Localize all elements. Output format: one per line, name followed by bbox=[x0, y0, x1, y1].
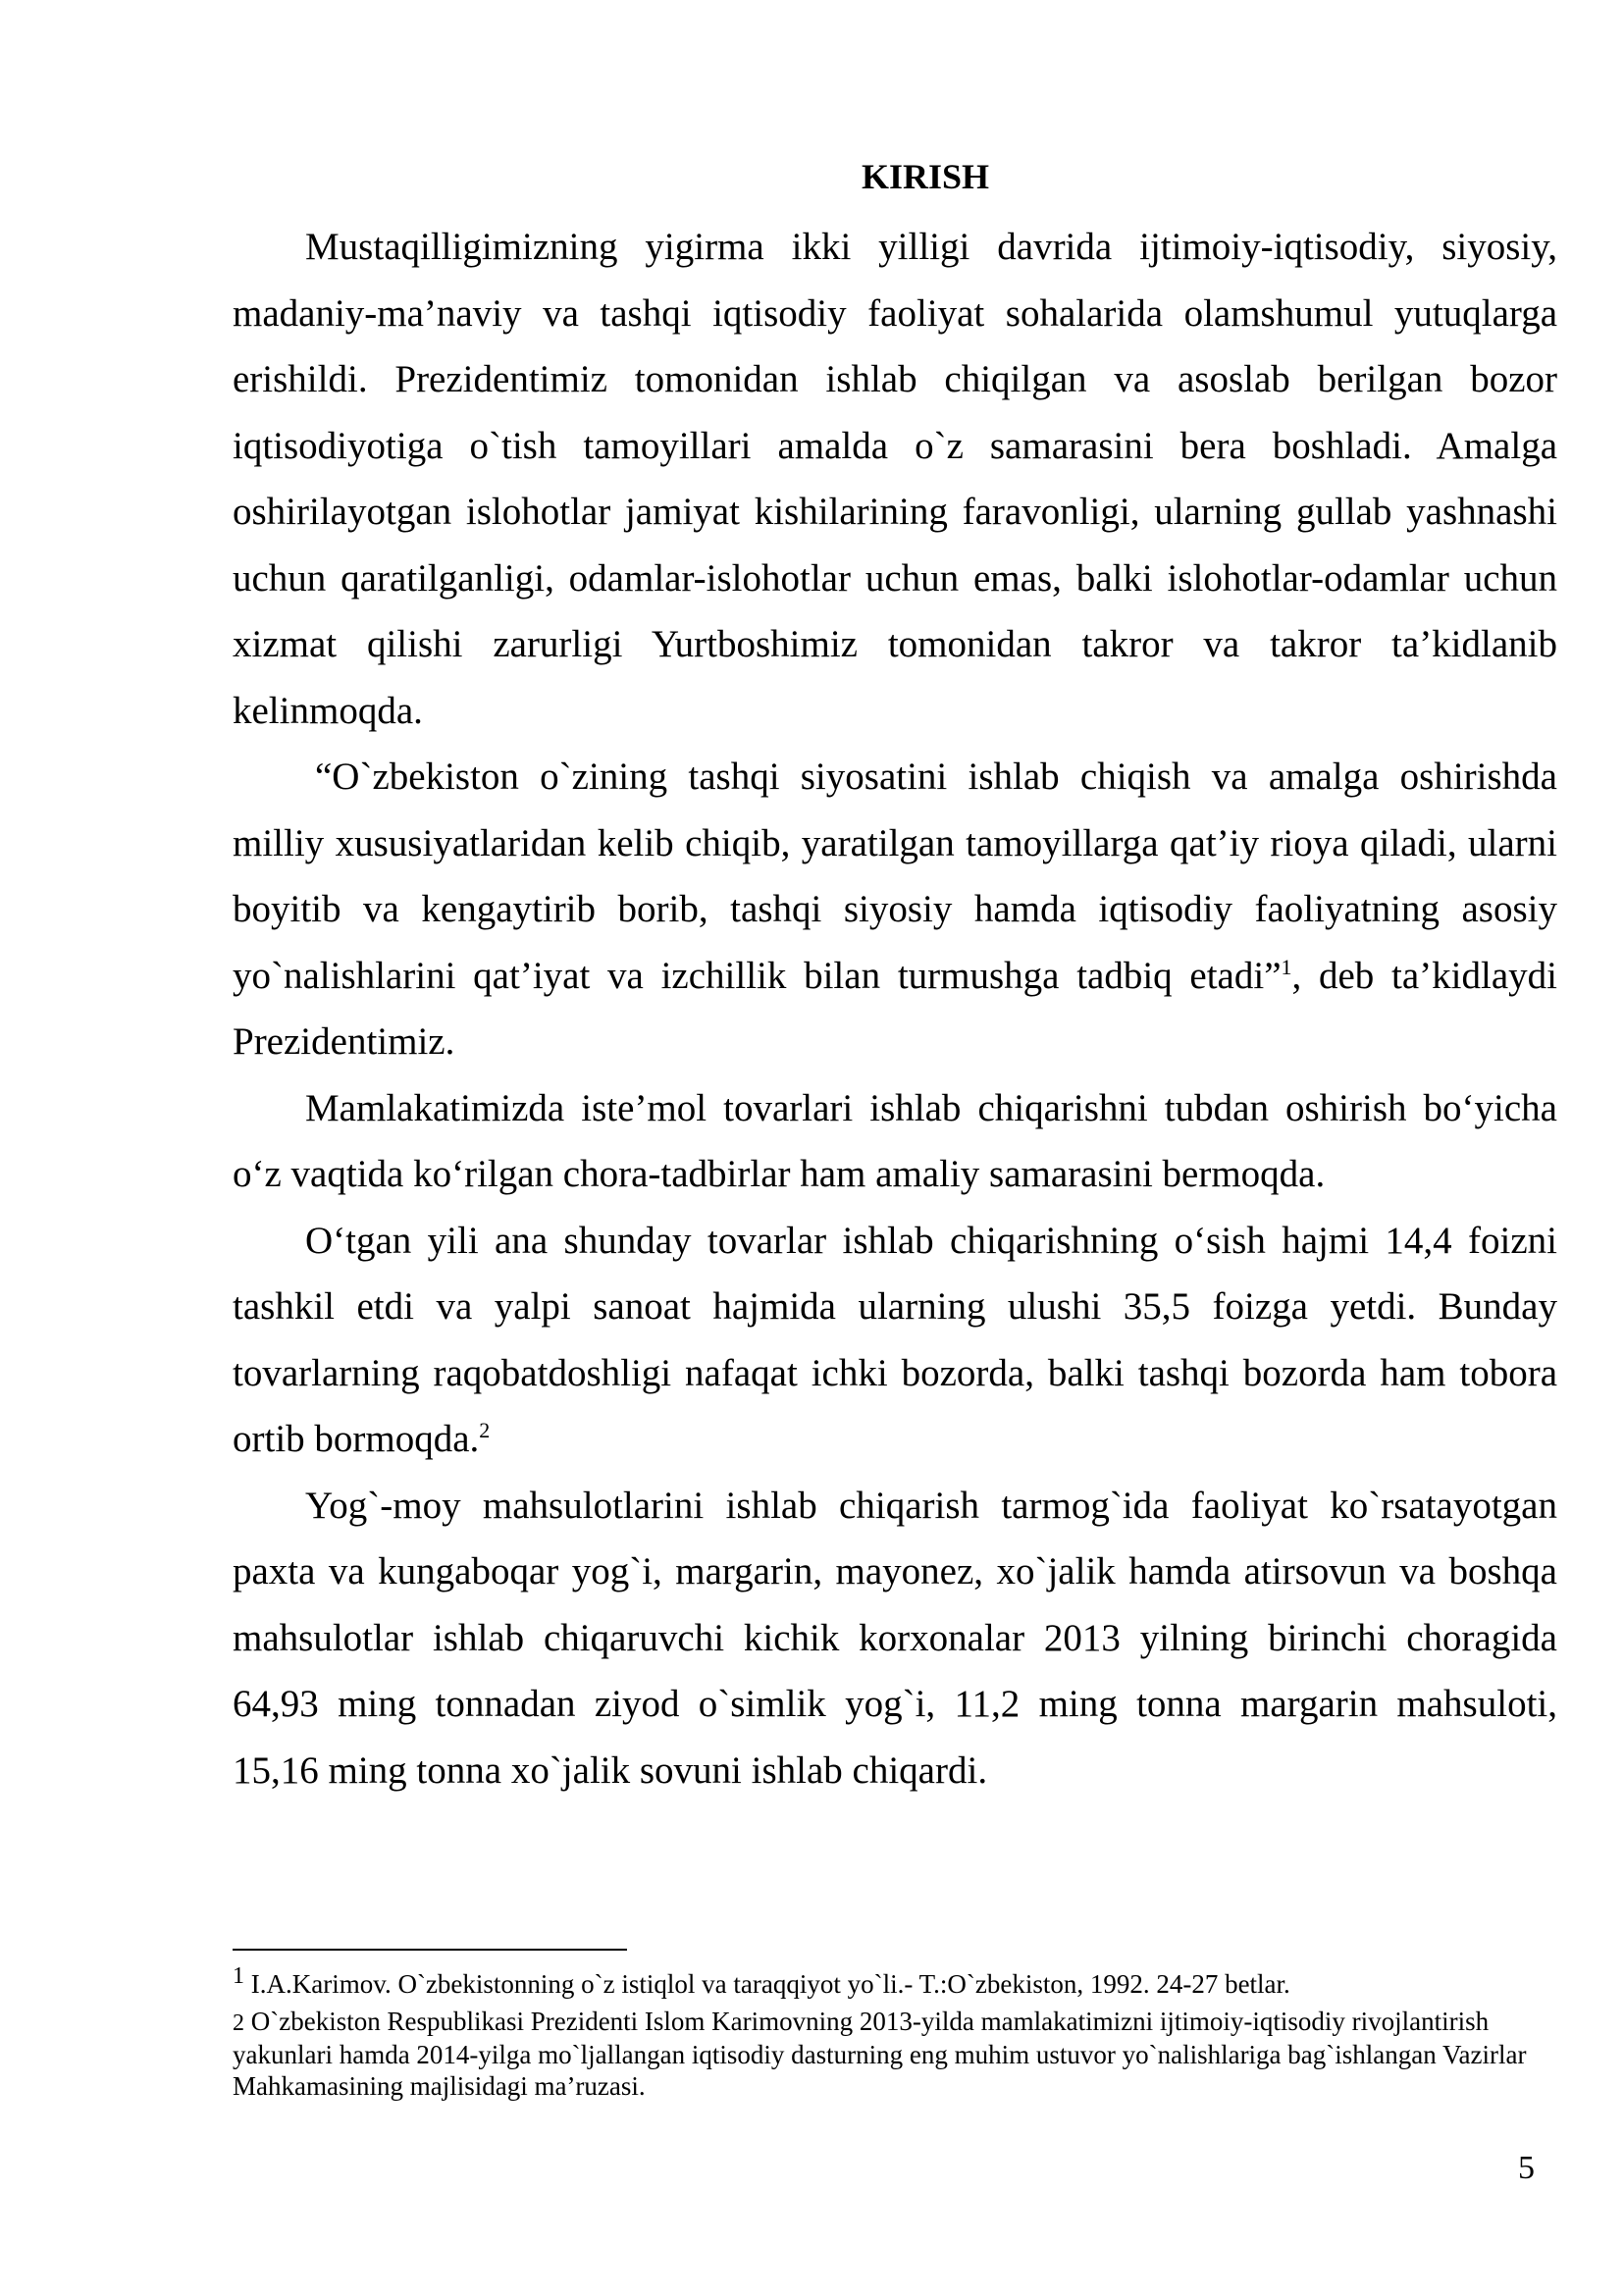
paragraph-4 bbox=[233, 1208, 1557, 1473]
page-number: 5 bbox=[1518, 2150, 1535, 2186]
footnote-1-text: I.A.Karimov. O`zbekistonning o`z istiqlol va taraqqiyot yo`li.- T.:O`zbekiston, 1992. 24-27 betlar. bbox=[250, 1969, 1290, 1999]
paragraph-2-quote: “O`zbekiston o`zining tashqi siyosatini ishlab chiqish va amalga oshirishda milliy xususiyatlaridan kelib chiqib, yaratilgan tamoyillarga qat’iy rioya qiladi, ularni boyitib va kengaytirib borib, tashqi siyosiy hamda iqtisodiy faoliyatning asosiy yo`nalishlarini qat’iyat va izchillik bilan turmushga tadbiq etadi” bbox=[233, 756, 1557, 997]
paragraph-2-tail: , deb ta’kidlaydi Prezidentimiz. bbox=[233, 954, 1557, 1063]
document-page bbox=[233, 147, 1557, 1803]
paragraph-2 bbox=[233, 744, 1557, 1075]
footnote-1-mark: 1 bbox=[233, 1963, 244, 1989]
footnote-2 bbox=[233, 2006, 1557, 2102]
paragraph-3: Mamlakatimizda iste’mol tovarlari ishlab chiqarishni tubdan oshirish bo‘yicha o‘z vaqtida ko‘rilgan chora-tadbirlar ham amaliy samarasini bermoqda. bbox=[233, 1086, 1557, 1195]
footnote-ref-2: 2 bbox=[479, 1418, 491, 1442]
section-title: KIRISH bbox=[861, 157, 990, 196]
footnote-ref-1: 1 bbox=[1281, 954, 1292, 979]
paragraph-1: Mustaqilligimizning yigirma ikki yilligi davrida ijtimoiy-iqtisodiy, siyosiy, madaniy-ma’naviy va tashqi iqtisodiy faoliyat sohalarida olamshumul yutuqlarga erishildi. Prezidentimiz tomonidan ishlab chiqilgan va asoslab berilgan bozor iqtisodiyotiga o`tish tamoyillari amalda o`z samarasini bera boshladi. Amalga oshirilayotgan islohotlar jamiyat kishilarining faravonligi, ularning gullab yashnashi uchun qaratilganligi, odamlar-islohotlar uchun emas, balki islohotlar-odamlar uchun xizmat qilishi zarurligi Yurtboshimiz tomonidan takror va takror ta’kidlanib kelinmoqda. bbox=[233, 226, 1557, 732]
footnote-separator bbox=[233, 1949, 627, 1951]
footnote-2-mark: 2 bbox=[233, 2010, 244, 2036]
footnote-1 bbox=[233, 1963, 1557, 2000]
footnote-2-text: O`zbekiston Respublikasi Prezidenti Islom Karimovning 2013-yilda mamlakatimizni ijtimoiy-iqtisodiy rivojlantirish yakunlari hamda 2014-yilga mo`ljallangan iqtisodiy dasturning eng muhim ustuvor yo`nalishlariga bag`ishlangan Vazirlar Mahkamasining majlisidagi ma’ruzasi. bbox=[233, 2007, 1527, 2101]
footnotes bbox=[233, 1949, 1557, 2108]
paragraph-4-text: O‘tgan yili ana shunday tovarlar ishlab chiqarishning o‘sish hajmi 14,4 foizni tashkil etdi va yalpi sanoat hajmida ularning ulushi 35,5 foizga yetdi. Bunday tovarlarning raqobatdoshligi nafaqat ichki bozorda, balki tashqi bozorda ham tobora ortib bormoqda. bbox=[233, 1219, 1557, 1460]
paragraph-5: Yog`-moy mahsulotlarini ishlab chiqarish tarmog`ida faoliyat ko`rsatayotgan paxta va kungaboqar yog`i, margarin, mayonez, xo`jalik hamda atirsovun va boshqa mahsulotlar ishlab chiqaruvchi kichik korxonalar 2013 yilning birinchi choragida 64,93 ming tonnadan ziyod o`simlik yog`i, 11,2 ming tonna margarin mahsuloti, 15,16 ming tonna xo`jalik sovuni ishlab chiqardi. bbox=[233, 1484, 1557, 1792]
